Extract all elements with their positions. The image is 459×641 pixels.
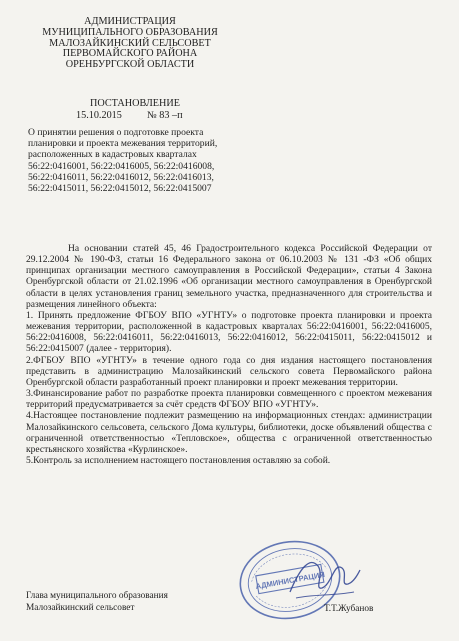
header-line: МАЛОЗАЙКИНСКИЙ СЕЛЬСОВЕТ — [49, 37, 211, 49]
subject-line: 56:22:0416001, 56:22:0416005, 56:22:0416008, — [28, 160, 215, 172]
subject-line: О принятии решения о подготовке проекта — [28, 127, 204, 138]
subject-line: планировки и проекта межевания территорий, — [28, 138, 218, 150]
decree-date: 15.10.2015 — [76, 110, 122, 121]
signer-role: Глава муниципального образования — [26, 591, 168, 601]
decree-title: ПОСТАНОВЛЕНИЕ — [90, 98, 180, 109]
signer-name: Т.Т.Жубанов — [324, 604, 374, 614]
preamble-paragraph: На основании статей 45, 46 Градостроительного кодекса Российской Федерации от 29.12.2004 № 190-ФЗ, статьи 16 Федерального закона от 06.10.2003 № 131 -ФЗ «Об общих принципах организации местного самоуправления в Российской Федерации», статьи 4 Закона Оренбургской области от 21.02.1996 «Об организации местного самоуправления в Оренбургской области в целях установления границ земельного участка, предназначенного для строительства и размещения линейного объекта: — [26, 243, 432, 310]
clause-paragraph: 2.ФГБОУ ВПО «УГНТУ» в течение одного года со дня издания настоящего постановления представить в администрацию Малозайкинский сельского совета Первомайского района Оренбургской области разработанный проект планировки и проект межевания территории. — [26, 354, 432, 388]
clause-paragraph: 4.Настоящее постановление подлежит размещению на информационных стендах: администрации Малозайкинского сельсовета, сельского Дома культуры, библиотеки, доске объявлений общества с ограниченной ответственностью «Тепловское», общества с ограниченной ответственностью крестьянского хозяйства «Курлинское». — [26, 410, 432, 455]
header-line: АДМИНИСТРАЦИЯ — [84, 16, 176, 27]
subject-line: 56:22:0416011, 56:22:0416012, 56:22:0416013, — [28, 171, 214, 183]
decree-subject — [28, 127, 217, 194]
clause-paragraph: 5.Контроль за исполнением настоящего постановления оставляю за собой. — [26, 454, 331, 466]
subject-line: 56:22:0415011, 56:22:0415012, 56:22:0415007 — [28, 183, 212, 195]
signer-org: Малозайкинский сельсовет — [26, 603, 135, 613]
handwritten-signature — [284, 548, 364, 608]
clause-paragraph: 3.Финансирование работ по разработке проекта планировки совмещенного с проектом межевания территорий предусматривается за счёт средств ФГБОУ ВПО «УГНТУ». — [26, 388, 432, 411]
stamp-text: АДМИНИСТРАЦИЯ — [254, 569, 326, 592]
header-line: ОРЕНБУРГСКОЙ ОБЛАСТИ — [65, 59, 195, 71]
signature-block — [26, 590, 168, 614]
decree-number: № 83 –п — [147, 110, 183, 121]
subject-line: расположенных в кадастровых кварталах — [28, 149, 197, 161]
clause-paragraph: 1. Принять предложение ФГБОУ ВПО «УГНТУ» о подготовке проекта планировки и проекта межевания территории, расположенной в кадастровых кварталах 56:22:0416001, 56:22:0416005, 56:22:0416008, 56:22:0416011, 56:22:0416013, 56:22:0416012, 56:22:0415011, 56:22:0415012 и 56:22:0415007 (далее - территория). — [26, 309, 432, 355]
decree-body — [26, 243, 432, 466]
header-line: ПЕРВОМАЙСКОГО РАЙОНА — [62, 48, 198, 60]
issuer-header — [32, 17, 228, 71]
header-line: МУНИЦИПАЛЬНОГО ОБРАЗОВАНИЯ — [42, 26, 218, 38]
